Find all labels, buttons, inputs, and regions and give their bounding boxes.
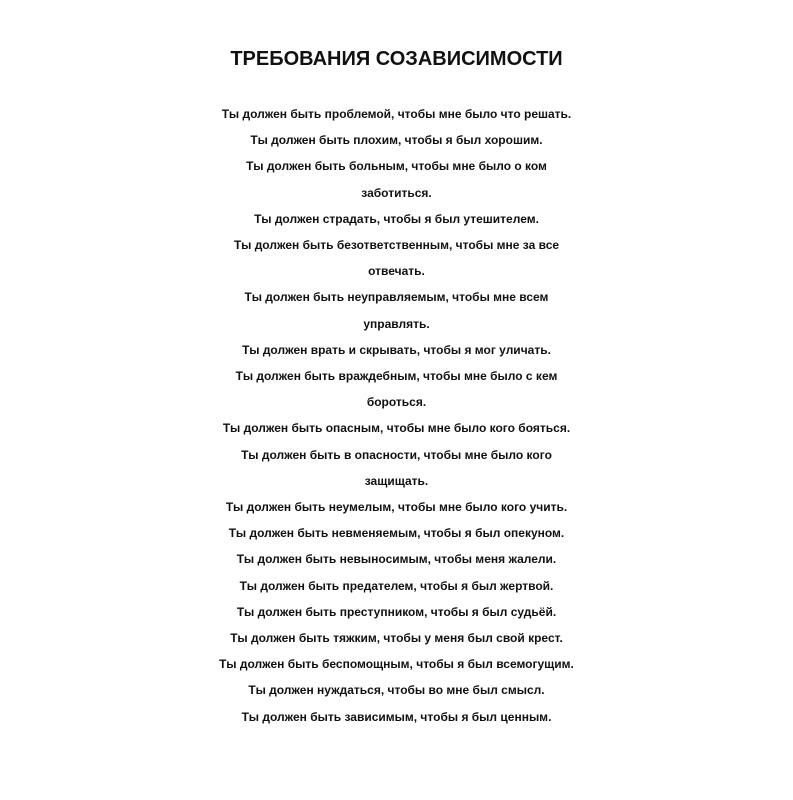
text-line: заботиться.: [361, 185, 432, 200]
text-line: Ты должен быть тяжким, чтобы у меня был свой крест.: [230, 631, 563, 646]
text-line: Ты должен быть преступником, чтобы я был судьёй.: [236, 604, 557, 619]
text-line: Ты должен быть враждебным, чтобы мне было с кем: [235, 369, 558, 384]
text-line: Ты должен быть беспомощным, чтобы я был всемогущим.: [219, 657, 574, 672]
text-line: Ты должен быть предателем, чтобы я был жертвой.: [239, 578, 554, 593]
text-line: Ты должен врать и скрывать, чтобы я мог уличать.: [242, 342, 551, 357]
text-line: Ты должен быть невменяемым, чтобы я был опекуном.: [228, 526, 565, 541]
text-line: Ты должен быть зависимым, чтобы я был ценным.: [241, 709, 552, 724]
text-line: Ты должен быть плохим, чтобы я был хорошим.: [250, 133, 543, 148]
text-line: отвечать.: [368, 264, 425, 279]
text-line: бороться.: [366, 395, 427, 410]
text-line: Ты должен быть проблемой, чтобы мне было что решать.: [221, 107, 572, 121]
text-line: Ты должен быть безответственным, чтобы мне за все: [233, 238, 560, 253]
text-line: Ты должен быть в опасности, чтобы мне было кого: [241, 447, 552, 462]
text-line: Ты должен страдать, чтобы я был утешителем.: [254, 211, 539, 226]
text-line: защищать.: [364, 473, 429, 488]
text-line: Ты должен быть невыносимым, чтобы меня жалели.: [236, 552, 557, 567]
text-line: Ты должен нуждаться, чтобы во мне был смысл.: [248, 683, 545, 698]
text-line: управлять.: [363, 316, 430, 331]
text-line: Ты должен быть неуправляемым, чтобы мне всем: [244, 290, 549, 305]
text-line: Ты должен быть больным, чтобы мне было о ком: [246, 159, 547, 174]
text-line: Ты должен быть неумелым, чтобы мне было кого учить.: [225, 500, 568, 515]
document-body: [0, 101, 793, 730]
text-line: Ты должен быть опасным, чтобы мне было кого бояться.: [222, 421, 571, 436]
document-title: ТРЕБОВАНИЯ СОЗАВИСИМОСТИ: [230, 48, 563, 70]
